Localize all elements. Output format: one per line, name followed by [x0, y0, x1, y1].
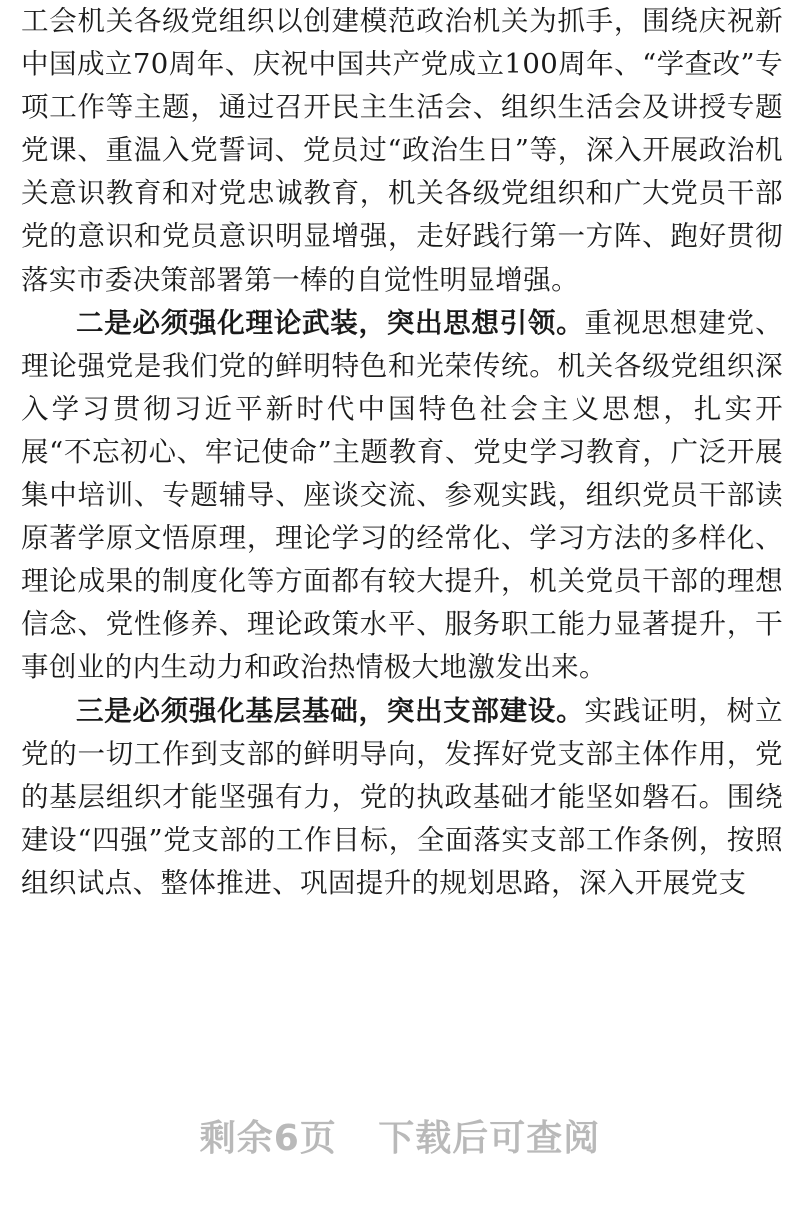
paragraph-continuation	[21, 0, 783, 302]
paragraph-lead-heading: 二是必须强化理论武装，突出思想引领。	[76, 306, 585, 339]
download-prompt-banner[interactable]	[0, 1110, 800, 1161]
paragraph-grassroots-foundation	[21, 690, 783, 905]
paragraph-body: 工会机关各级党组织以创建模范政治机关为抓手，围绕庆祝新中国成立70周年、庆祝中国共产党成立100周年、“学查改”专项工作等主题，通过召开民主生活会、组织生活会及讲授专题党课、重温入党誓词、党员过“政治生日”等，深入开展政治机关意识教育和对党忠诚教育，机关各级党组织和广大党员干部党的意识和党员意识明显增强，走好践行第一方阵、跑好贯彻落实市委决策部署第一棒的自觉性明显增强。	[21, 5, 783, 296]
paragraph-theory-armament	[21, 302, 783, 690]
remaining-pages-label[interactable]: 剩余6页	[199, 1118, 337, 1159]
paragraph-body: 重视思想建党、理论强党是我们党的鲜明特色和光荣传统。机关各级党组织深入学习贯彻习近平新时代中国特色社会主义思想，扎实开展“不忘初心、牢记使命”主题教育、党史学习教育，广泛开展集中培训、专题辅导、座谈交流、参观实践，组织党员干部读原著学原文悟原理，理论学习的经常化、学习方法的多样化、理论成果的制度化等方面都有较大提升，机关党员干部的理想信念、党性修养、理论政策水平、服务职工能力显著提升，干事创业的内生动力和政治热情极大地激发出来。	[21, 306, 783, 684]
download-to-view-label[interactable]: 下载后可查阅	[378, 1118, 601, 1159]
paragraph-lead-heading: 三是必须强化基层基础，突出支部建设。	[76, 694, 585, 727]
paragraph-body: 实践证明，树立党的一切工作到支部的鲜明导向，发挥好党支部主体作用，党的基层组织才能坚强有力，党的执政基础才能坚如磐石。围绕建设“四强”党支部的工作目标，全面落实支部工作条例，按照组织试点、整体推进、巩固提升的规划思路，深入开展党支	[21, 694, 783, 899]
document-body	[21, 0, 783, 905]
